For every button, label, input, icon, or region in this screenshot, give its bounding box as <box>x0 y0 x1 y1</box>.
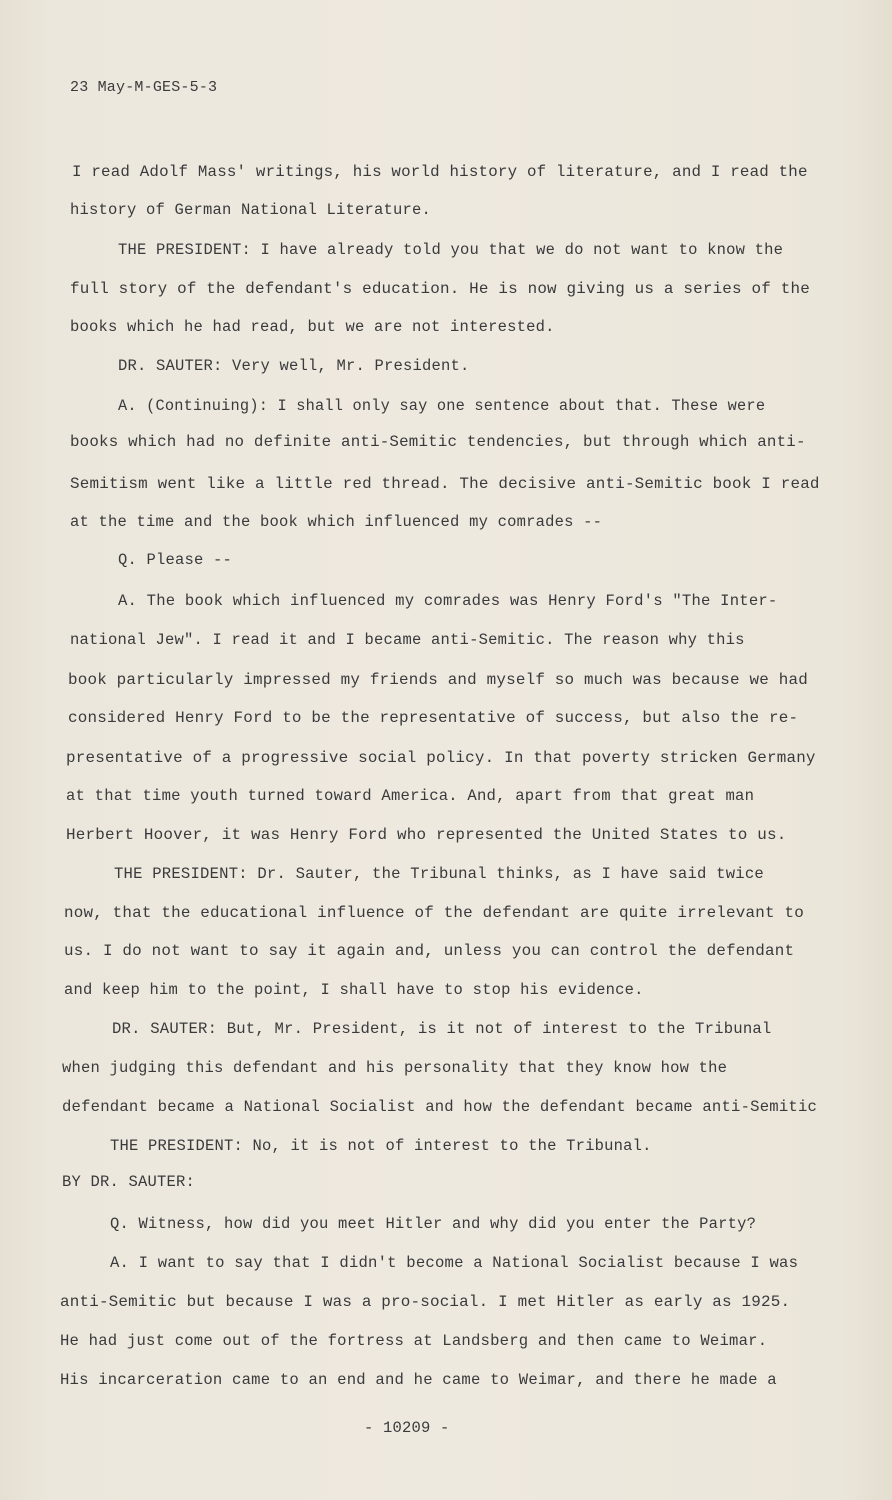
text-line: at that time youth turned toward America. And, apart from that great man <box>66 787 755 805</box>
page-number: - 10209 - <box>364 1419 450 1437</box>
text-line: at the time and the book which influenced my comrades -- <box>70 513 603 531</box>
text-line: and keep him to the point, I shall have to stop his evidence. <box>64 981 644 999</box>
text-line: A. I want to say that I didn't become a National Socialist because I was <box>110 1254 799 1272</box>
text-line: book particularly impressed my friends and myself so much was because we had <box>68 671 808 689</box>
text-line: anti-Semitic but because I was a pro-social. I met Hitler as early as 1925. <box>60 1293 791 1311</box>
text-line: full story of the defendant's education. He is now giving us a series of the <box>70 280 810 298</box>
text-line: A. (Continuing): I shall only say one sentence about that. These were <box>118 397 766 415</box>
text-line: books which he had read, but we are not interested. <box>70 318 555 336</box>
text-line: history of German National Literature. <box>70 201 432 219</box>
text-line: national Jew". I read it and I became anti-Semitic. The reason why this <box>70 631 745 649</box>
text-line: considered Henry Ford to be the representative of success, but also the re- <box>68 709 799 727</box>
text-line: Q. Witness, how did you meet Hitler and why did you enter the Party? <box>110 1215 757 1233</box>
page-header: 23 May-M-GES-5-3 <box>70 79 218 96</box>
text-line: THE PRESIDENT: I have already told you that we do not want to know the <box>118 241 784 259</box>
text-line: THE PRESIDENT: Dr. Sauter, the Tribunal thinks, as I have said twice <box>114 865 764 883</box>
text-line: us. I do not want to say it again and, unless you can control the defendant <box>64 942 795 960</box>
text-line: when judging this defendant and his personality that they know how the <box>62 1059 728 1077</box>
text-line: books which had no definite anti-Semitic tendencies, but through which anti- <box>70 433 806 451</box>
text-line: defendant became a National Socialist and how the defendant became anti-Semitic <box>62 1098 818 1116</box>
text-line: THE PRESIDENT: No, it is not of interest to the Tribunal. <box>110 1137 652 1155</box>
text-line: now, that the educational influence of the defendant are quite irrelevant to <box>64 904 804 922</box>
text-line: Q. Please -- <box>118 551 233 569</box>
text-line: I read Adolf Mass' writings, his world history of literature, and I read the <box>72 163 808 181</box>
text-line: A. The book which influenced my comrades was Henry Ford's "The Inter- <box>118 592 778 610</box>
text-line: Semitism went like a little red thread. The decisive anti-Semitic book I read <box>70 475 820 493</box>
text-line: DR. SAUTER: Very well, Mr. President. <box>118 357 470 375</box>
text-line: DR. SAUTER: But, Mr. President, is it not of interest to the Tribunal <box>112 1020 772 1038</box>
text-line: His incarceration came to an end and he came to Weimar, and there he made a <box>60 1371 777 1389</box>
text-line: BY DR. SAUTER: <box>62 1173 196 1191</box>
text-line: presentative of a progressive social policy. In that poverty stricken Germany <box>66 749 816 767</box>
text-line: He had just come out of the fortress at Landsberg and then came to Weimar. <box>60 1332 768 1350</box>
text-line: Herbert Hoover, it was Henry Ford who represented the United States to us. <box>66 826 787 844</box>
